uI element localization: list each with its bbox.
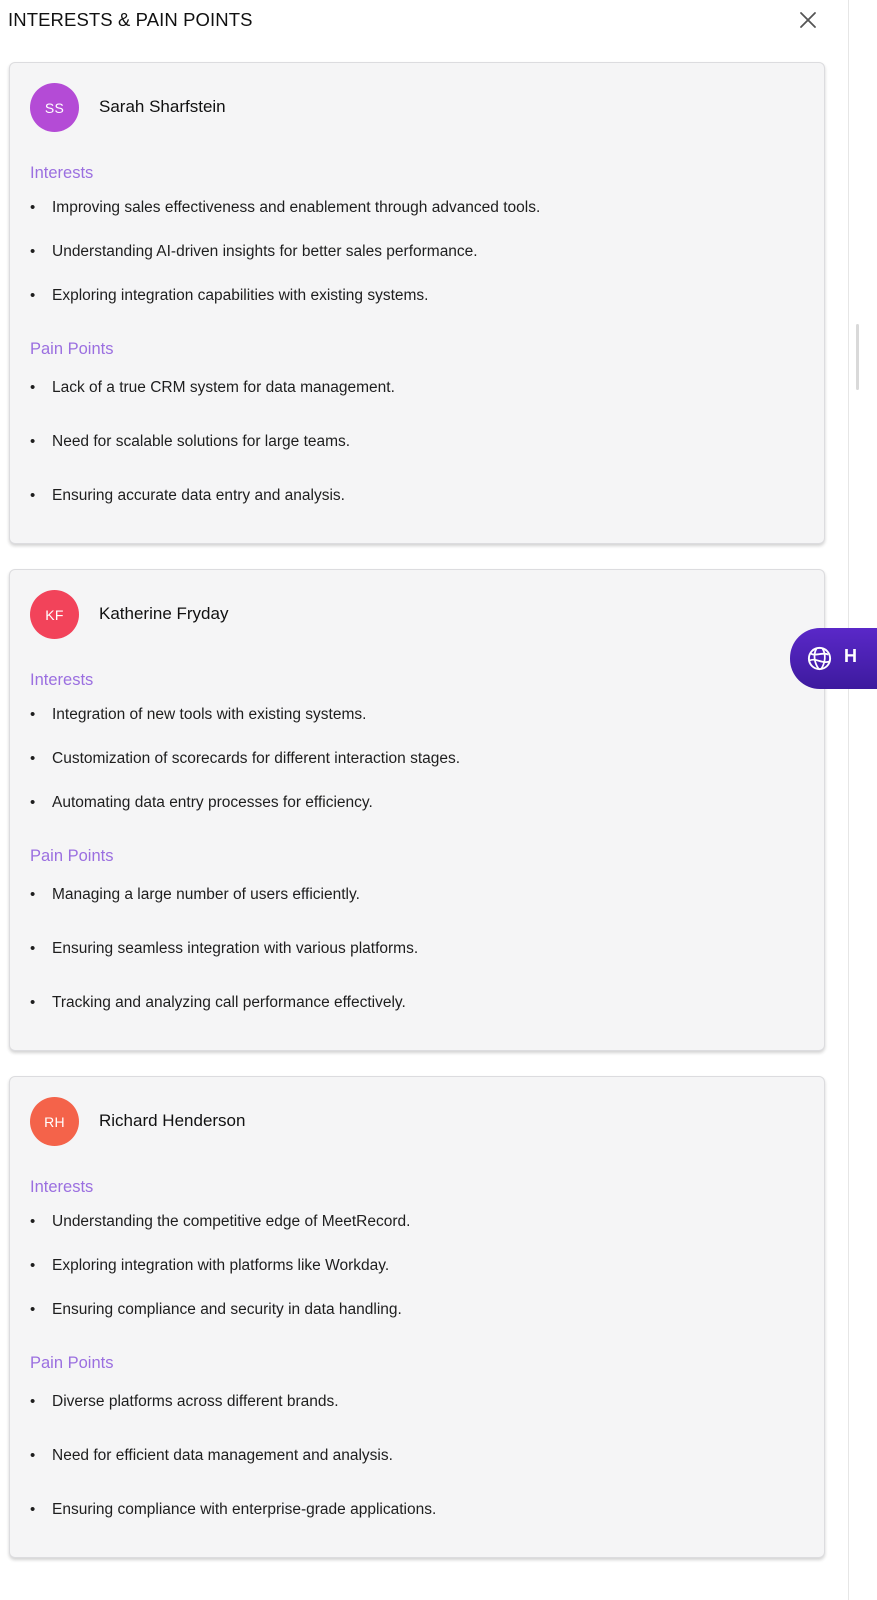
pain-point-item xyxy=(30,886,360,904)
contact-name: Richard Henderson xyxy=(99,1111,246,1130)
bullet-icon: • xyxy=(30,940,36,957)
bullet-icon: • xyxy=(30,994,36,1011)
interest-text: Automating data entry processes for efficiency. xyxy=(52,794,373,811)
bullet-icon: • xyxy=(30,1393,36,1410)
interest-text: Understanding the competitive edge of MeetRecord. xyxy=(52,1213,411,1230)
contact-name: Katherine Fryday xyxy=(99,604,229,623)
contact-card xyxy=(9,569,825,1051)
pain-point-text: Managing a large number of users efficiently. xyxy=(52,886,360,903)
bullet-icon: • xyxy=(30,379,36,396)
globe-icon xyxy=(806,645,833,672)
pain-point-item xyxy=(30,1501,436,1519)
bullet-icon: • xyxy=(30,1501,36,1518)
interest-item xyxy=(30,287,428,305)
contact-card xyxy=(9,1076,825,1558)
interest-text: Exploring integration with platforms like Workday. xyxy=(52,1257,390,1274)
bullet-icon: • xyxy=(30,750,36,767)
bullet-icon: • xyxy=(30,433,36,450)
pain-point-item xyxy=(30,1447,393,1465)
interest-item xyxy=(30,750,460,768)
help-tab-label: H xyxy=(844,646,857,666)
interest-text: Customization of scorecards for different interaction stages. xyxy=(52,750,461,767)
interest-item xyxy=(30,243,478,261)
interests-heading: Interests xyxy=(30,1178,94,1196)
panel-divider xyxy=(848,0,849,1600)
pain-point-text: Need for efficient data management and analysis. xyxy=(52,1447,393,1464)
interest-text: Ensuring compliance and security in data handling. xyxy=(52,1301,402,1318)
panel-title: INTERESTS & PAIN POINTS xyxy=(8,9,253,30)
bullet-icon: • xyxy=(30,1257,36,1274)
pain-point-item xyxy=(30,994,406,1012)
scrollbar-thumb[interactable] xyxy=(856,324,859,390)
interest-item xyxy=(30,1257,389,1275)
interest-item xyxy=(30,1213,410,1231)
bullet-icon: • xyxy=(30,1301,36,1318)
pain-points-heading: Pain Points xyxy=(30,1354,114,1372)
pain-point-item xyxy=(30,1393,339,1411)
pain-point-text: Need for scalable solutions for large teams. xyxy=(52,433,351,450)
pain-point-text: Tracking and analyzing call performance effectively. xyxy=(52,994,406,1011)
interest-item xyxy=(30,706,366,724)
pain-point-item xyxy=(30,487,345,505)
close-icon xyxy=(799,11,817,29)
interest-item xyxy=(30,1301,402,1319)
avatar-initials: SS xyxy=(44,99,65,116)
pain-points-heading: Pain Points xyxy=(30,847,114,865)
interest-text: Understanding AI-driven insights for better sales performance. xyxy=(52,243,478,260)
avatar-initials: RH xyxy=(44,1113,65,1130)
pain-point-text: Ensuring compliance with enterprise-grade applications. xyxy=(52,1501,437,1518)
interests-heading: Interests xyxy=(30,164,94,182)
bullet-icon: • xyxy=(30,487,36,504)
pain-point-text: Ensuring seamless integration with various platforms. xyxy=(52,940,419,957)
bullet-icon: • xyxy=(30,1213,36,1230)
avatar xyxy=(30,590,79,639)
interest-text: Integration of new tools with existing systems. xyxy=(52,706,367,723)
pain-point-item xyxy=(30,433,350,451)
interests-heading: Interests xyxy=(30,671,94,689)
avatar xyxy=(30,1097,79,1146)
bullet-icon: • xyxy=(30,287,36,304)
pain-point-text: Ensuring accurate data entry and analysis. xyxy=(52,487,345,504)
bullet-icon: • xyxy=(30,706,36,723)
pain-point-item xyxy=(30,940,418,958)
help-tab-button[interactable] xyxy=(790,628,877,689)
pain-point-text: Diverse platforms across different brands. xyxy=(52,1393,339,1410)
bullet-icon: • xyxy=(30,199,36,216)
close-button[interactable] xyxy=(796,8,820,32)
pain-points-heading: Pain Points xyxy=(30,340,114,358)
avatar xyxy=(30,83,79,132)
pain-point-text: Lack of a true CRM system for data management. xyxy=(52,379,395,396)
interest-text: Improving sales effectiveness and enablement through advanced tools. xyxy=(52,199,541,216)
interest-item xyxy=(30,794,373,812)
bullet-icon: • xyxy=(30,243,36,260)
bullet-icon: • xyxy=(30,794,36,811)
pain-point-item xyxy=(30,379,395,397)
bullet-icon: • xyxy=(30,886,36,903)
avatar-initials: KF xyxy=(45,606,64,623)
interest-item xyxy=(30,199,540,217)
contact-name: Sarah Sharfstein xyxy=(99,97,226,116)
contact-card xyxy=(9,62,825,544)
interest-text: Exploring integration capabilities with existing systems. xyxy=(52,287,429,304)
bullet-icon: • xyxy=(30,1447,36,1464)
